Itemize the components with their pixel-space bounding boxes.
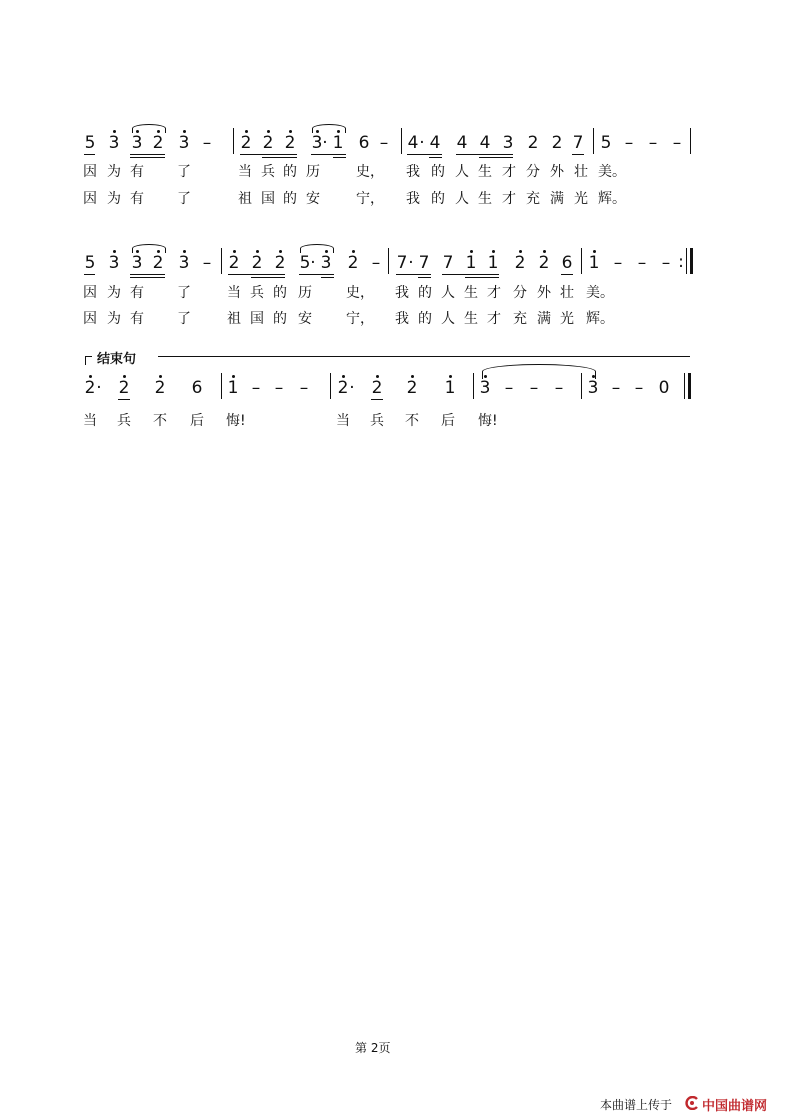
underline (442, 274, 499, 275)
lyric-char: 当 (83, 413, 97, 429)
dash: – (672, 133, 682, 153)
note: 4 (479, 133, 491, 153)
octave-dot (113, 250, 116, 253)
note: 5 (299, 253, 311, 273)
lyric-char: 人 (441, 285, 455, 301)
note: 3 (320, 253, 332, 273)
augmentation-dot: · (408, 253, 414, 273)
barline (690, 128, 691, 154)
octave-dot (279, 250, 282, 253)
underline (228, 274, 285, 275)
note: 3 (587, 378, 599, 398)
lyric-char: 满 (537, 311, 551, 327)
octave-dot (245, 130, 248, 133)
barline (593, 128, 594, 154)
lyric-char: 生 (478, 164, 492, 180)
dash: – (202, 253, 212, 273)
lyric-char: 后 (441, 413, 455, 429)
note: 3 (108, 133, 120, 153)
octave-dot (123, 375, 126, 378)
lyric-char: 生 (478, 191, 492, 207)
tie (482, 364, 596, 379)
note: 2 (527, 133, 539, 153)
note: 6 (561, 253, 573, 273)
repeat-dots: : (678, 252, 684, 272)
note: 2 (551, 133, 563, 153)
underline (561, 274, 573, 275)
dash: – (274, 378, 284, 398)
lyric-char: 国 (250, 311, 264, 327)
underline (84, 154, 95, 155)
note: 2 (514, 253, 526, 273)
octave-dot (233, 250, 236, 253)
lyric-char: 兵 (261, 164, 275, 180)
underline (321, 277, 334, 278)
lyric-char: 人 (441, 311, 455, 327)
note: 3 (502, 133, 514, 153)
octave-dot (89, 375, 92, 378)
lyric-char: 当 (238, 164, 252, 180)
lyric-char: 了 (177, 311, 191, 327)
footer-text: 本曲谱上传于 (600, 1098, 673, 1112)
note: 4 (407, 133, 419, 153)
lyric-char: 了 (177, 164, 191, 180)
lyric-char: 我 (406, 164, 420, 180)
lyric-char: 有 (130, 191, 144, 207)
note: 4 (429, 133, 441, 153)
augmentation-dot: · (310, 253, 316, 273)
lyric-char: 悔! (478, 413, 498, 429)
underline (130, 274, 165, 275)
note: 2 (262, 133, 274, 153)
lyric-char: 有 (130, 164, 144, 180)
lyric-char: 后 (190, 413, 204, 429)
slur (312, 124, 346, 133)
lyric-char: 为 (107, 164, 121, 180)
note: 7 (572, 133, 584, 153)
lyric-char: 生 (464, 311, 478, 327)
octave-dot (113, 130, 116, 133)
lyric-char: 历 (306, 164, 320, 180)
note: 1 (588, 253, 600, 273)
note: 1 (465, 253, 477, 273)
final-barline (690, 248, 693, 274)
barline (330, 373, 331, 399)
note: 7 (396, 253, 408, 273)
underline (479, 157, 513, 158)
barline (473, 373, 474, 399)
underline (118, 399, 130, 400)
lyric-char: 的 (273, 311, 287, 327)
note: 2 (274, 253, 286, 273)
octave-dot (543, 250, 546, 253)
octave-dot (183, 130, 186, 133)
underline (130, 154, 165, 155)
dash: – (634, 378, 644, 398)
lyric-char: 美。 (598, 164, 626, 180)
note: 3 (178, 133, 190, 153)
lyric-char: 我 (395, 285, 409, 301)
note: 5 (600, 133, 612, 153)
octave-dot (492, 250, 495, 253)
note: 2 (84, 378, 96, 398)
octave-dot (183, 250, 186, 253)
octave-dot (267, 130, 270, 133)
lyric-char: 因 (83, 311, 97, 327)
barline (221, 248, 222, 274)
lyric-char: 兵 (250, 285, 264, 301)
note: 3 (108, 253, 120, 273)
lyric-char: 兵 (370, 413, 384, 429)
lyric-char: 辉。 (586, 311, 614, 327)
note: 2 (152, 133, 164, 153)
lyric-char: 壮 (574, 164, 588, 180)
slur (132, 124, 166, 133)
lyric-char: 国 (261, 191, 275, 207)
note: 1 (444, 378, 456, 398)
lyric-char: 当 (336, 413, 350, 429)
note: 6 (191, 378, 203, 398)
lyric-char: 宁， (346, 311, 374, 327)
underline (240, 154, 297, 155)
dash: – (613, 253, 623, 273)
underline (371, 399, 383, 400)
lyric-char: 光 (560, 311, 574, 327)
ending-label: 结束句 (97, 352, 137, 367)
note: 2 (240, 133, 252, 153)
octave-dot (593, 250, 596, 253)
dash: – (251, 378, 261, 398)
barline (388, 248, 389, 274)
note: 2 (347, 253, 359, 273)
note: 1 (227, 378, 239, 398)
note: 3 (178, 253, 190, 273)
lyric-char: 历 (298, 285, 312, 301)
underline (84, 274, 95, 275)
underline (333, 157, 346, 158)
lyric-char: 美。 (586, 285, 614, 301)
note: 3 (131, 253, 143, 273)
lyric-char: 为 (107, 191, 121, 207)
lyric-char: 的 (283, 191, 297, 207)
note: 2 (337, 378, 349, 398)
note: 5 (84, 253, 96, 273)
underline (311, 154, 346, 155)
lyric-char: 才 (502, 164, 516, 180)
augmentation-dot: · (322, 133, 328, 153)
page-number: 第 2页 (355, 1041, 391, 1055)
underline (396, 274, 431, 275)
final-barline (688, 373, 691, 399)
note: 7 (442, 253, 454, 273)
note: 1 (332, 133, 344, 153)
octave-dot (519, 250, 522, 253)
lyric-char: 有 (130, 285, 144, 301)
lyric-char: 了 (177, 285, 191, 301)
lyric-char: 祖 (227, 311, 241, 327)
note: 5 (84, 133, 96, 153)
lyric-char: 当 (227, 285, 241, 301)
note: 2 (228, 253, 240, 273)
dash: – (624, 133, 634, 153)
note: 4 (456, 133, 468, 153)
dash: – (637, 253, 647, 273)
lyric-char: 的 (431, 191, 445, 207)
octave-dot (256, 250, 259, 253)
lyric-char: 辉。 (598, 191, 626, 207)
underline (130, 277, 165, 278)
note: 2 (406, 378, 418, 398)
lyric-char: 为 (107, 285, 121, 301)
note: 2 (371, 378, 383, 398)
lyric-char: 光 (574, 191, 588, 207)
lyric-char: 兵 (117, 413, 131, 429)
note: 3 (479, 378, 491, 398)
lyric-char: 才 (502, 191, 516, 207)
underline (572, 154, 584, 155)
lyric-char: 满 (550, 191, 564, 207)
barline (684, 373, 685, 399)
note: 3 (131, 133, 143, 153)
dash: – (371, 253, 381, 273)
dash: – (648, 133, 658, 153)
barline (686, 248, 687, 274)
octave-dot (342, 375, 345, 378)
lyric-char: 因 (83, 191, 97, 207)
lyric-char: 才 (487, 285, 501, 301)
lyric-char: 的 (273, 285, 287, 301)
underline (407, 154, 442, 155)
note: 2 (152, 253, 164, 273)
lyric-char: 安 (306, 191, 320, 207)
dash: – (554, 378, 564, 398)
note: 6 (358, 133, 370, 153)
lyric-char: 因 (83, 164, 97, 180)
lyric-char: 有 (130, 311, 144, 327)
lyric-char: 不 (153, 413, 167, 429)
site-logo: 中国曲谱网 (702, 1099, 768, 1114)
note: 3 (311, 133, 323, 153)
augmentation-dot: · (419, 133, 425, 153)
ending-bracket-corner (85, 356, 92, 365)
octave-dot (159, 375, 162, 378)
octave-dot (289, 130, 292, 133)
lyric-char: 祖 (238, 191, 252, 207)
underline (262, 157, 297, 158)
lyric-char: 史， (346, 285, 374, 301)
barline (401, 128, 402, 154)
lyric-char: 生 (464, 285, 478, 301)
underline (456, 154, 513, 155)
octave-dot (232, 375, 235, 378)
ending-rule (158, 356, 690, 357)
dash: – (529, 378, 539, 398)
note: 2 (154, 378, 166, 398)
note: 2 (118, 378, 130, 398)
lyric-char: 安 (298, 311, 312, 327)
logo-icon (685, 1095, 699, 1109)
octave-dot (352, 250, 355, 253)
octave-dot (470, 250, 473, 253)
lyric-char: 壮 (560, 285, 574, 301)
note: 2 (284, 133, 296, 153)
underline (465, 277, 499, 278)
dash: – (661, 253, 671, 273)
lyric-char: 的 (418, 311, 432, 327)
dash: – (299, 378, 309, 398)
augmentation-dot: · (96, 378, 102, 398)
note: 2 (251, 253, 263, 273)
lyric-char: 人 (455, 164, 469, 180)
lyric-char: 我 (395, 311, 409, 327)
underline (299, 274, 334, 275)
barline (581, 248, 582, 274)
barline (581, 373, 582, 399)
underline (251, 277, 285, 278)
lyric-char: 我 (406, 191, 420, 207)
lyric-char: 了 (177, 191, 191, 207)
lyric-char: 宁， (356, 191, 384, 207)
lyric-char: 不 (405, 413, 419, 429)
slur (132, 244, 166, 253)
augmentation-dot: · (349, 378, 355, 398)
rest: 0 (658, 378, 670, 398)
lyric-char: 人 (455, 191, 469, 207)
lyric-char: 因 (83, 285, 97, 301)
lyric-char: 分 (513, 285, 527, 301)
underline (130, 157, 165, 158)
lyric-char: 的 (283, 164, 297, 180)
octave-dot (449, 375, 452, 378)
lyric-char: 悔! (226, 413, 246, 429)
lyric-char: 才 (487, 311, 501, 327)
octave-dot (411, 375, 414, 378)
barline (221, 373, 222, 399)
octave-dot (376, 375, 379, 378)
dash: – (504, 378, 514, 398)
underline (418, 277, 431, 278)
dash: – (611, 378, 621, 398)
note: 7 (418, 253, 430, 273)
lyric-char: 的 (431, 164, 445, 180)
dash: – (379, 133, 389, 153)
lyric-char: 充 (513, 311, 527, 327)
lyric-char: 的 (418, 285, 432, 301)
lyric-char: 分 (526, 164, 540, 180)
lyric-char: 史， (356, 164, 384, 180)
note: 2 (538, 253, 550, 273)
underline (429, 157, 442, 158)
note: 1 (487, 253, 499, 273)
lyric-char: 外 (550, 164, 564, 180)
barline (233, 128, 234, 154)
dash: – (202, 133, 212, 153)
lyric-char: 为 (107, 311, 121, 327)
slur (300, 244, 334, 253)
lyric-char: 外 (537, 285, 551, 301)
octave-dot (592, 375, 595, 378)
lyric-char: 充 (526, 191, 540, 207)
